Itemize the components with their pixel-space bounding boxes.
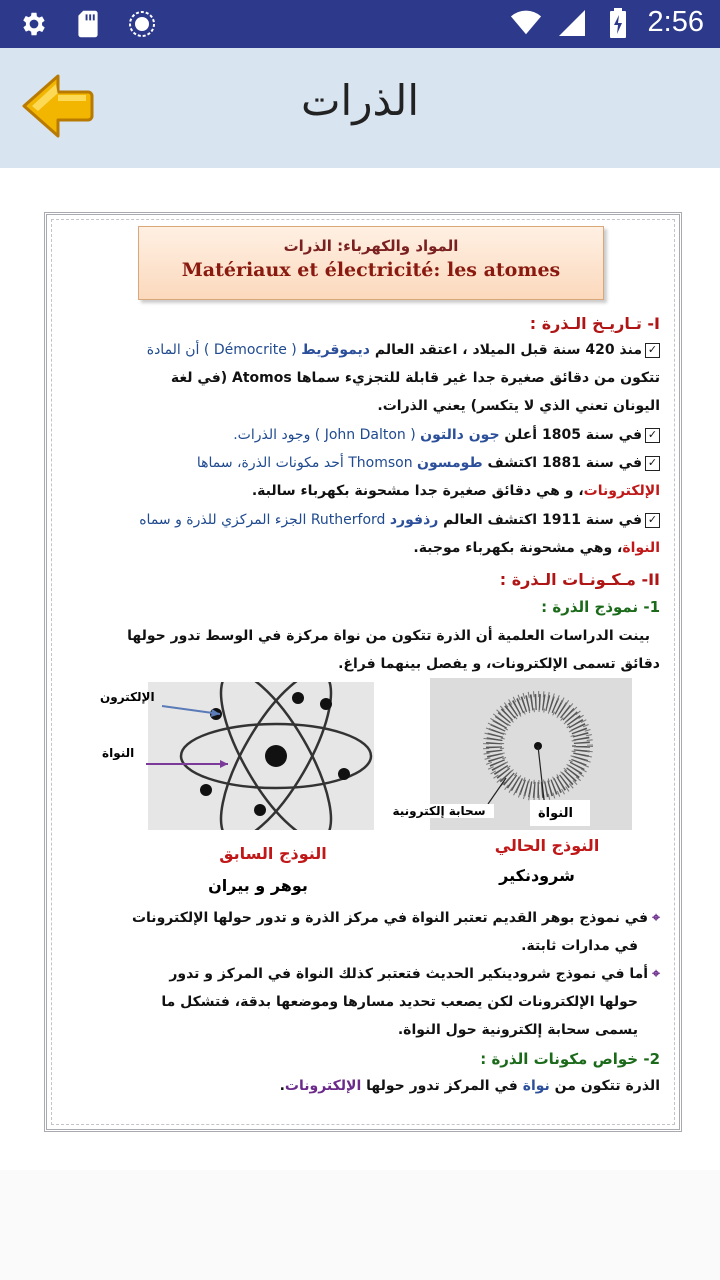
bullet-icon: ⌖ (652, 910, 660, 926)
subsection-properties-title: 2- خواص مكونات الذرة : (480, 1050, 660, 1068)
caption-bohr: بوهر و بيران (208, 876, 308, 895)
sync-icon (126, 8, 158, 40)
bullet-icon: ⌖ (652, 966, 660, 982)
label-nucleus-right: النواة (538, 806, 573, 821)
history-rutherford-line1: ✓في سنة 1911 اكتشف العالم رذفورد Rutherford الجزء المركزي للذرة و سماه (139, 512, 660, 528)
caption-schrodinger: شرودنكير (499, 866, 575, 885)
clock: 2:56 (647, 6, 704, 38)
schrodinger-bullet-line1: ⌖أما في نموذج شرودينكير الحديث فتعتبر كذلك النواة في المركز و تدور (169, 966, 660, 982)
checkbox-icon: ✓ (645, 513, 660, 528)
document-page (44, 212, 682, 1132)
app-bar (0, 48, 720, 168)
header-arabic: المواد والكهرباء: الذرات (283, 237, 459, 255)
status-bar (0, 0, 720, 48)
history-democritus-line2: تتكون من دقائق صغيرة جدا غير قابلة للتجزيء سماها Atomos (في لغة (170, 370, 660, 386)
history-democritus-line3: اليونان تعني الذي لا يتكسر) يعني الذرات. (377, 398, 660, 414)
history-rutherford-line2: النواة، وهي مشحونة بكهرباء موجبة. (413, 540, 660, 556)
model-intro-line2: دقائق تسمى الإلكترونات، و يفصل بينهما فراغ. (338, 656, 660, 672)
properties-line: الذرة تتكون من نواة في المركز تدور حولها الإلكترونات. (279, 1078, 660, 1094)
history-thomson-line2: الإلكترونات، و هي دقائق صغيرة جدا مشحونة بكهرباء سالبة. (251, 483, 660, 499)
sd-card-icon (72, 8, 104, 40)
section-components-title: II- مـكـونـات الـذرة : (499, 570, 660, 589)
label-electron: الإلكترون (100, 690, 155, 704)
content-area (0, 168, 720, 1170)
wifi-icon (510, 7, 542, 39)
settings-icon (18, 8, 50, 40)
schrodinger-bullet-line3: يسمى سحابة إلكترونية حول النواة. (397, 1022, 638, 1038)
model-intro-line1: بينت الدراسات العلمية أن الذرة تتكون من نواة مركزة في الوسط تدور حولها (127, 628, 650, 644)
battery-charging-icon (602, 7, 634, 39)
history-dalton: ✓في سنة 1805 أعلن جون دالتون ( John Dalton ) وجود الذرات. (233, 427, 660, 443)
page-title: الذرات (300, 76, 419, 125)
checkbox-icon: ✓ (645, 343, 660, 358)
caption-old-model: النوذج السابق (219, 844, 327, 863)
document-header (138, 226, 604, 300)
bohr-bullet-line2: في مدارات ثابتة. (521, 938, 638, 954)
schrodinger-bullet-line2: حولها الإلكترونات لكن يصعب تحديد مسارها وموضعها بدقة، فتشكل ما (161, 994, 638, 1010)
bohr-bullet-line1: ⌖في نموذج بوهر القديم تعتبر النواة في مركز الذرة و تدور حولها الإلكترونات (131, 910, 660, 926)
subsection-model-title: 1- نموذج الذرة : (541, 598, 660, 616)
checkbox-icon: ✓ (645, 428, 660, 443)
checkbox-icon: ✓ (645, 456, 660, 471)
header-french: Matériaux et électricité: les atomes (181, 259, 561, 281)
history-democritus-line1: ✓منذ 420 سنة قبل الميلاد ، اعتقد العالم ديموقريط ( Démocrite ) أن المادة (147, 342, 660, 358)
section-history-title: I- تـاريـخ الـذرة : (529, 314, 660, 333)
signal-icon (556, 7, 588, 39)
history-thomson-line1: ✓في سنة 1881 اكتشف طومسون Thomson أحد مكونات الذرة، سماها (197, 455, 660, 471)
label-arrows (102, 698, 242, 778)
label-electron-cloud: سحابة إلكترونية (384, 804, 494, 818)
caption-current-model: النوذج الحالي (494, 836, 600, 855)
label-nucleus: النواة (102, 746, 135, 760)
